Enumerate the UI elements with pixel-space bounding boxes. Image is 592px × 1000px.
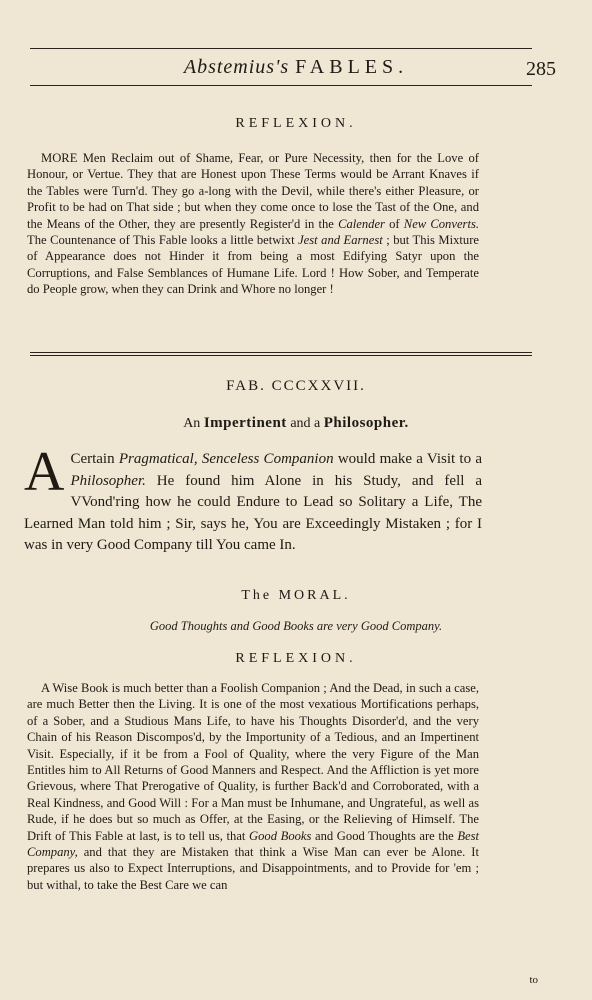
- reflexion-heading-1: REFLEXION.: [235, 116, 357, 131]
- page-number: 285: [526, 58, 556, 80]
- header-rule: [30, 85, 532, 86]
- section-divider-rule: [30, 352, 532, 353]
- running-title-italic: Abstemius's: [183, 56, 290, 78]
- reflexion-paragraph-1: MORE Men Reclaim out of Shame, Fear, or Pure Necessity, then for the Love of Honour, or Vertue. They that are Honest upon These Terms would be Arrant Knaves if the Tables were Turn'd. They go a-long with the Devil, while there's either Pleasure, or Profit to be had on That side ; but when they come once to lose the Tast of the One, and the Means of the Other, they are presently Register'd in the Calender of New Converts. The Countenance of This Fable looks a little betwixt Jest and Earnest ; but This Mixture of Appearance does not Hinder it from being a most Edifying Satyr upon the Corruptions, and False Semblances of Humane Life. Lord ! How Sober, and Temperate do People grow, when they can Drink and Whore no longer !: [27, 151, 479, 297]
- fable-number: FAB. CCCXXVII.: [226, 378, 366, 394]
- reflexion-paragraph-2: A Wise Book is much better than a Foolish Companion ; And the Dead, in such a case, are much Better then the Living. It is one of the most vexatious Mortifications perhaps, of a Sober, and a Studious Mans Life, to have his Thoughts Disorder'd, and the very Chain of his Reason Discompos'd, by the Importunity of a Tedious, and an Impertinent Visit. Especially, if it be from a Fool of Quality, where the very Figure of the Man Entitles him to All Returns of Good Manners and Respect. And the Affliction is yet more Grievous, where That Prerogative of Quality, is further Back'd and Corroborated, with a Real Kindness, and Good Will : For a Man must be Inhumane, and Ungrateful, as well as Rude, if he does but so much as Offer, at the Easing, or the Relieving of Himself. The Drift of This Fable at last, is to tell us, that Good Books and Good Thoughts are the Best Company, and that they are Mistaken that think a Wise Man can ever be Alone. It prepares us also to Expect Interruptions, and Disappointments, and to Provide for 'em ; but withal, to take the Best Care we can: [27, 681, 480, 892]
- fable-subtitle: An Impertinent and a Philosopher.: [183, 415, 409, 431]
- running-title-caps: FABLES.: [295, 56, 409, 78]
- running-title: [0, 56, 592, 79]
- section-divider-rule-2: [30, 355, 532, 356]
- moral-heading: The MORAL.: [241, 588, 351, 603]
- catchword: to: [529, 974, 538, 986]
- moral-text: Good Thoughts and Good Books are very Good Company.: [149, 619, 443, 633]
- reflexion-heading-2: REFLEXION.: [235, 651, 357, 666]
- drop-cap: A: [24, 441, 65, 503]
- top-rule: [30, 48, 532, 49]
- running-header: [0, 56, 592, 82]
- fable-text: A Certain Pragmatical, Senceless Companion would make a Visit to a Philosopher. He found him Alone in his Study, and fell a VVond'ring how he could Endure to Lead so Solitary a Life, The Learned Man told him ; Sir, says he, You are Exceedingly Mistaken ; for I was in very Good Company till You came In.: [24, 441, 483, 554]
